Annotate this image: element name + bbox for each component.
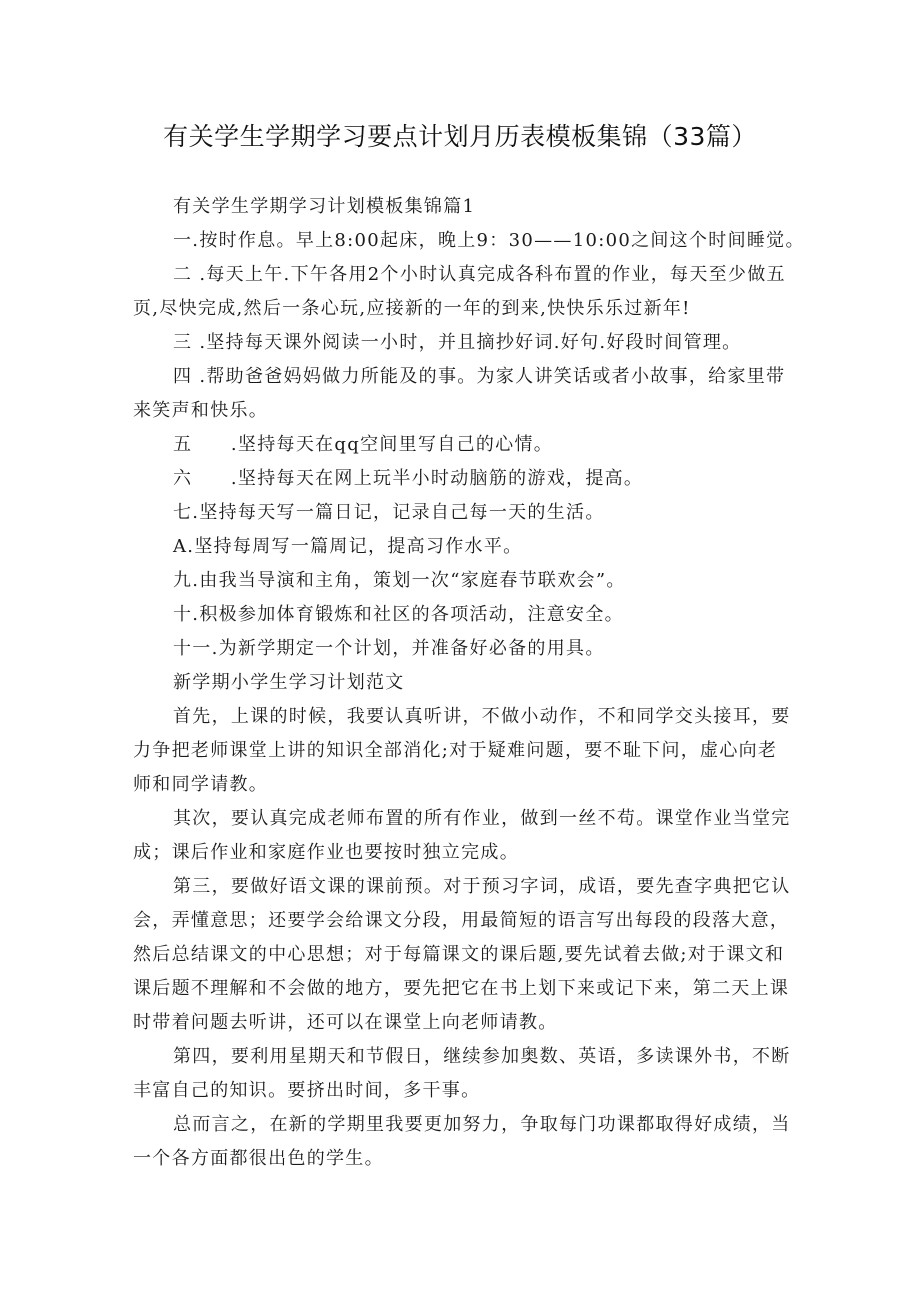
plan-item-2: 二 .每天上午.下午各用2个小时认真完成各科布置的作业，每天至少做五页,尽快完成,然后一条心玩,应接新的一年的到来,快快乐乐过新年! bbox=[133, 264, 786, 319]
paragraph-third: 第三，要做好语文课的课前预。对于预习字词，成语，要先查字典把它认会，弄懂意思；还要学会给课文分段，用最简短的语言写出每段的段落大意，然后总结课文的中心思想；对于每篇课文的课后题,要先试着去做;对于课文和课后题不理解和不会做的地方，要先把它在书上划下来或记下来，第二天上课时带着问题去听讲，还可以在课堂上向老师请教。 bbox=[133, 876, 791, 1033]
plan-item-7: 七.坚持每天写一篇日记，记录自己每一天的生活。 bbox=[173, 502, 605, 523]
section-heading-2: 新学期小学生学习计划范文 bbox=[173, 672, 405, 693]
paragraph-fourth: 第四，要利用星期天和节假日，继续参加奥数、英语，多读课外书，不断丰富自己的知识。要挤出时间，多干事。 bbox=[133, 1046, 791, 1101]
plan-item-5: 五 .坚持每天在qq空间里写自己的心情。 bbox=[173, 434, 554, 455]
plan-item-8: A.坚持每周写一篇周记，提高习作水平。 bbox=[173, 536, 523, 557]
plan-item-3: 三 .坚持每天课外阅读一小时，并且摘抄好词.好句.好段时间管理。 bbox=[173, 332, 742, 353]
section-heading-1: 有关学生学期学习计划模板集锦篇1 bbox=[173, 196, 476, 217]
paragraph-conclusion: 总而言之，在新的学期里我要更加努力，争取每门功课都取得好成绩，当一个各方面都很出色的学生。 bbox=[133, 1114, 791, 1169]
document-title: 有关学生学期学习要点计划月历表模板集锦（33篇） bbox=[163, 122, 757, 151]
plan-item-1: 一.按时作息。早上8:00起床，晚上9：30——10:00之间这个时间睡觉。 bbox=[173, 230, 805, 251]
paragraph-second: 其次，要认真完成老师布置的所有作业，做到一丝不苟。课堂作业当堂完成；课后作业和家庭作业也要按时独立完成。 bbox=[133, 808, 791, 863]
plan-item-9: 九.由我当导演和主角，策划一次“家庭春节联欢会”。 bbox=[173, 570, 626, 591]
plan-item-10: 十.积极参加体育锻炼和社区的各项活动，注意安全。 bbox=[173, 604, 624, 625]
plan-item-4: 四 .帮助爸爸妈妈做力所能及的事。为家人讲笑话或者小故事，给家里带来笑声和快乐。 bbox=[133, 366, 786, 421]
document-body bbox=[133, 190, 805, 1176]
plan-item-11: 十一.为新学期定一个计划，并准备好必备的用具。 bbox=[173, 638, 605, 659]
paragraph-first: 首先，上课的时候，我要认真听讲，不做小动作，不和同学交头接耳，要力争把老师课堂上讲的知识全部消化;对于疑难问题，要不耻下问，虚心向老师和同学请教。 bbox=[133, 706, 791, 795]
plan-item-6: 六 .坚持每天在网上玩半小时动脑筋的游戏，提高。 bbox=[173, 468, 644, 489]
